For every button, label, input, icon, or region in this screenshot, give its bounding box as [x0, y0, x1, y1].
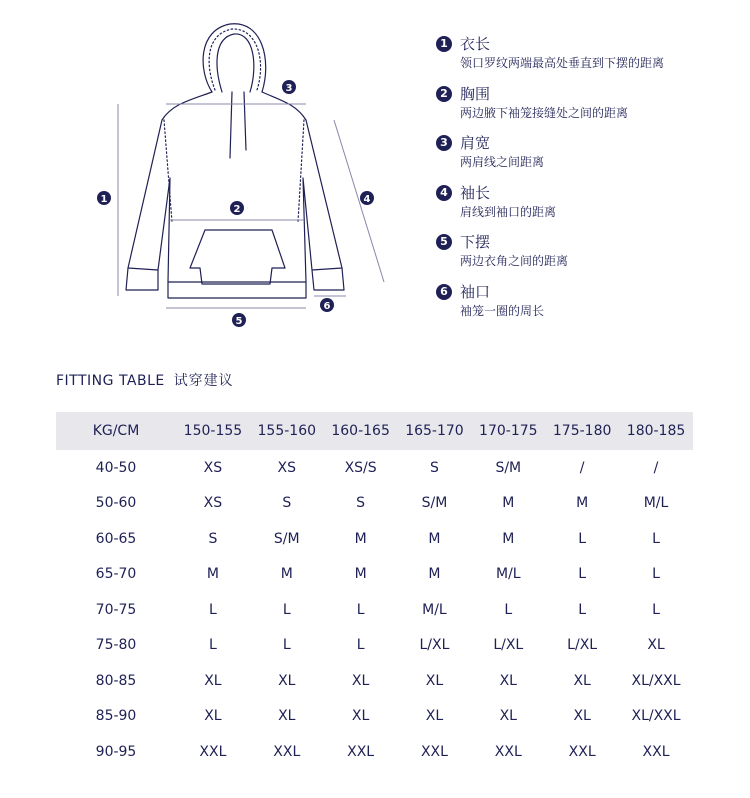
- svg-text:6: 6: [323, 301, 331, 312]
- fitting-table-container: [56, 412, 693, 770]
- table-row: [56, 628, 693, 664]
- size-cell: L: [209, 601, 217, 618]
- weight-cell: 40-50: [95, 459, 137, 476]
- marker-1: [97, 191, 111, 205]
- table-row: [56, 592, 693, 628]
- size-cell: XL: [351, 672, 370, 689]
- size-cell: L/XL: [493, 637, 524, 654]
- svg-text:1: 1: [100, 194, 108, 205]
- size-cell: XL: [499, 708, 517, 725]
- size-cell: S/M: [421, 495, 448, 512]
- size-cell: XL: [425, 672, 444, 689]
- header-cell: 170-175: [471, 412, 545, 450]
- hoodie-outline: [126, 24, 344, 298]
- marker-2: [230, 201, 244, 215]
- legend-number: 3: [436, 135, 452, 151]
- size-cell: M/L: [643, 495, 669, 512]
- marker-6: [320, 298, 334, 312]
- legend-title: 胸围: [460, 84, 491, 103]
- size-cell: /: [579, 459, 585, 476]
- size-cell: S/M: [273, 530, 300, 547]
- header-cell: 165-170: [398, 412, 472, 450]
- table-row: [56, 663, 693, 699]
- size-cell: L: [209, 637, 217, 654]
- header-cell: 180-185: [619, 412, 693, 450]
- size-cell: L: [282, 637, 291, 654]
- weight-cell: 50-60: [95, 495, 137, 512]
- legend-description: 两边腋下袖笼接缝处之间的距离: [460, 105, 629, 120]
- size-cell: L/XL: [567, 637, 598, 654]
- legend-item-hem: [436, 232, 736, 282]
- table-row: [56, 699, 693, 735]
- size-cell: XL: [647, 637, 665, 654]
- marker-5: [232, 313, 246, 327]
- size-cell: L: [578, 530, 587, 547]
- header-cell: 160-165: [324, 412, 398, 450]
- legend-description: 两边衣角之间的距离: [460, 254, 569, 269]
- size-cell: S: [430, 459, 439, 476]
- size-cell: L: [652, 601, 660, 618]
- size-cell: XL/XXL: [631, 708, 681, 725]
- size-cell: M/L: [422, 601, 447, 618]
- size-cell: L: [578, 601, 587, 618]
- section-title-en: FITTING TABLE: [56, 373, 165, 389]
- size-cell: L/XL: [419, 637, 450, 654]
- size-cell: L: [652, 566, 660, 583]
- size-cell: S: [356, 495, 366, 512]
- legend-number: 1: [436, 36, 452, 52]
- legend-item-length: [436, 34, 736, 84]
- size-cell: XL/XXL: [631, 672, 681, 689]
- legend-item-shoulder: [436, 133, 736, 183]
- size-cell: XXL: [568, 743, 596, 760]
- legend-number: 6: [436, 284, 452, 300]
- svg-text:3: 3: [285, 83, 293, 94]
- table-row: [56, 486, 693, 522]
- size-cell: M: [354, 566, 367, 583]
- size-cell: L: [652, 530, 660, 547]
- size-cell: XL: [499, 672, 517, 689]
- legend-number: 5: [436, 234, 452, 250]
- marker-3: [282, 80, 296, 94]
- size-cell: M: [502, 495, 515, 512]
- size-cell: XXL: [494, 743, 522, 760]
- size-cell: XL: [425, 708, 444, 725]
- weight-cell: 85-90: [95, 708, 137, 725]
- weight-cell: 80-85: [95, 672, 137, 689]
- table-row: [56, 521, 693, 557]
- size-cell: XS/S: [344, 459, 377, 476]
- size-cell: M: [428, 566, 441, 583]
- size-cell: S: [282, 495, 292, 512]
- section-title: [56, 370, 234, 390]
- legend-title: 下摆: [460, 233, 491, 252]
- table-header-row: [56, 412, 693, 450]
- weight-cell: 60-65: [95, 530, 137, 547]
- legend-description: 肩线到袖口的距离: [460, 204, 557, 219]
- size-cell: M: [502, 530, 515, 547]
- size-cell: M: [280, 566, 293, 583]
- weight-cell: 65-70: [95, 566, 137, 583]
- table-row: [56, 557, 693, 593]
- size-cell: XXL: [642, 743, 670, 760]
- legend-title: 袖长: [460, 183, 491, 202]
- section-title-cn: 试穿建议: [173, 373, 234, 389]
- size-cell: L: [504, 601, 513, 618]
- size-cell: XXL: [273, 743, 301, 760]
- legend-title: 肩宽: [460, 134, 491, 153]
- size-cell: L: [356, 637, 365, 654]
- size-cell: XL: [573, 672, 591, 689]
- legend-item-sleeve: [436, 183, 736, 233]
- legend-title: 衣长: [460, 35, 491, 53]
- size-cell: L: [282, 601, 291, 618]
- svg-text:4: 4: [363, 194, 371, 205]
- header-cell: 150-155: [176, 412, 250, 450]
- size-cell: XXL: [420, 743, 448, 760]
- size-cell: S: [208, 530, 218, 547]
- size-cell: M: [206, 566, 219, 583]
- weight-cell: 75-80: [95, 637, 137, 654]
- size-cell: XL: [204, 672, 222, 689]
- legend-number: 4: [436, 185, 452, 201]
- size-cell: XL: [278, 708, 296, 725]
- hoodie-diagram: [0, 0, 400, 340]
- fitting-table: [56, 412, 693, 770]
- table-body: [56, 450, 693, 770]
- measurement-legend: [436, 34, 736, 332]
- size-cell: M/L: [495, 566, 521, 583]
- legend-title: 袖口: [460, 282, 491, 301]
- size-cell: S/M: [495, 459, 522, 476]
- size-cell: XS: [203, 459, 223, 476]
- table-row: [56, 734, 693, 770]
- legend-description: 袖笼一圈的周长: [460, 303, 545, 318]
- legend-description: 两肩线之间距离: [460, 155, 545, 170]
- size-cell: L: [356, 601, 365, 618]
- size-cell: XL: [351, 708, 370, 725]
- size-cell: XS: [277, 459, 296, 476]
- header-cell: KG/CM: [56, 412, 176, 450]
- legend-number: 2: [436, 86, 452, 102]
- header-cell: 175-180: [545, 412, 619, 450]
- weight-cell: 70-75: [95, 601, 137, 618]
- size-cell: L: [578, 566, 587, 583]
- size-cell: XXL: [347, 743, 375, 760]
- size-cell: XL: [573, 708, 591, 725]
- table-row: [56, 450, 693, 486]
- marker-4: [360, 191, 374, 205]
- weight-cell: 90-95: [95, 743, 137, 760]
- size-cell: XS: [203, 495, 223, 512]
- legend-item-chest: [436, 84, 736, 134]
- size-cell: XL: [204, 708, 222, 725]
- size-cell: M: [576, 495, 589, 512]
- svg-text:5: 5: [235, 316, 243, 327]
- size-cell: /: [653, 459, 659, 476]
- svg-text:2: 2: [233, 204, 241, 215]
- legend-item-cuff: [436, 282, 736, 332]
- sleeve-measure-line: [334, 120, 384, 282]
- size-cell: M: [354, 530, 367, 547]
- size-cell: XXL: [199, 743, 227, 760]
- size-cell: M: [428, 530, 441, 547]
- size-cell: XL: [278, 672, 296, 689]
- legend-description: 领口罗纹两端最高处垂直到下摆的距离: [460, 56, 665, 70]
- header-cell: 155-160: [250, 412, 324, 450]
